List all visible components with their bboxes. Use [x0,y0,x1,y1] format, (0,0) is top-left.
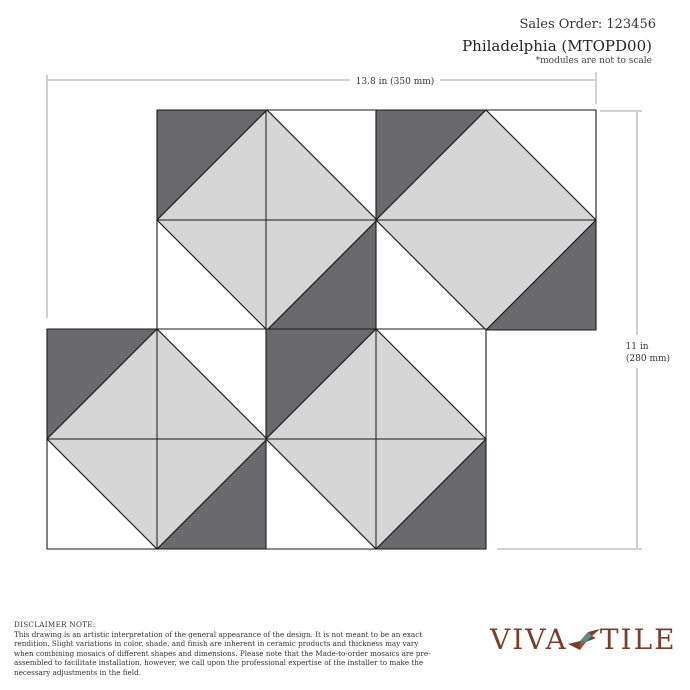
width-label: 13.8 in (350 mm) [355,77,435,87]
tile-grid [47,110,596,549]
bird-icon [566,624,602,654]
disclaimer-text: This drawing is an artistic interpretation of the general appearance of the design. It is not meant to be an exact rendition. Slight variations in color, shade, and finish are inherent in ceramic products and thickness may vary when combining mosaics of different shapes and dimensions. Please note that the Made-to-order mosaics are pre-assembled to facilitate installation, however, we call upon the professional expertise of the installer to make the necessary adjustments in the field. [14,629,431,677]
height-label-in: 11 in [625,342,649,352]
viva-tile-logo [490,622,677,656]
disclaimer-title: DISCLAIMER NOTE: [14,620,96,629]
height-label-mm: (280 mm) [625,354,671,364]
product-title: Philadelphia (MTOPD00) [462,37,652,55]
logo-right: TILE [599,622,677,656]
scale-note: *modules are not to scale [535,56,652,66]
disclaimer [14,620,434,678]
logo-left: VIVA [490,622,568,656]
sales-order: Sales Order: 123456 [519,17,656,32]
